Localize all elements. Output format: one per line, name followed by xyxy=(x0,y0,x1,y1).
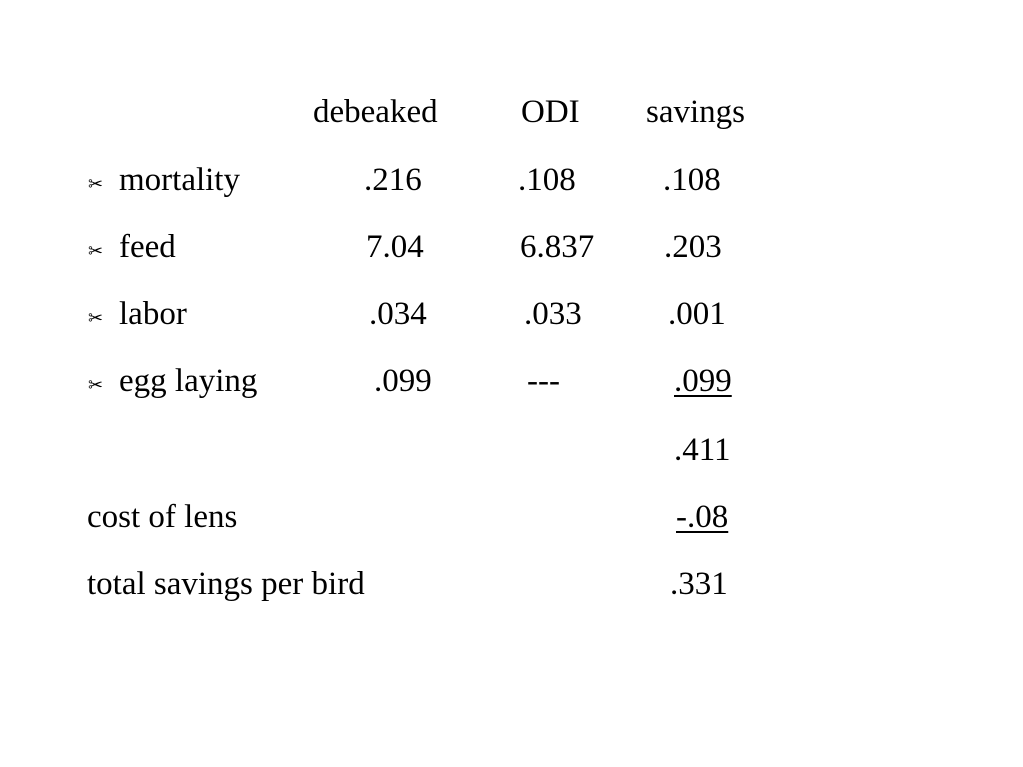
scissors-icon: ✂ xyxy=(88,375,104,396)
scissors-icon: ✂ xyxy=(88,241,104,262)
labor-savings-value: .001 xyxy=(668,296,726,332)
row-label-egg-laying: egg laying xyxy=(119,363,258,399)
egg-laying-odi-value: --- xyxy=(527,363,560,399)
feed-debeaked-value: 7.04 xyxy=(366,229,424,265)
egg-laying-savings-value: .099 xyxy=(674,363,732,399)
total-savings-value: .331 xyxy=(670,566,728,602)
row-label-mortality: mortality xyxy=(119,162,240,198)
subtotal-value: .411 xyxy=(674,432,731,468)
mortality-savings-value: .108 xyxy=(663,162,721,198)
lens-cost-value: -.08 xyxy=(676,499,729,535)
header-debeaked: debeaked xyxy=(313,94,438,130)
scissors-icon: ✂ xyxy=(88,174,104,195)
scissors-icon: ✂ xyxy=(88,308,104,329)
row-label-labor: labor xyxy=(119,296,187,332)
labor-debeaked-value: .034 xyxy=(369,296,427,332)
lens-cost-label: cost of lens xyxy=(87,499,238,535)
header-savings: savings xyxy=(646,94,745,130)
egg-laying-debeaked-value: .099 xyxy=(374,363,432,399)
header-odi: ODI xyxy=(521,94,580,130)
total-savings-label: total savings per bird xyxy=(87,566,365,602)
feed-savings-value: .203 xyxy=(664,229,722,265)
mortality-debeaked-value: .216 xyxy=(364,162,422,198)
mortality-odi-value: .108 xyxy=(518,162,576,198)
row-label-feed: feed xyxy=(119,229,176,265)
labor-odi-value: .033 xyxy=(524,296,582,332)
feed-odi-value: 6.837 xyxy=(520,229,595,265)
